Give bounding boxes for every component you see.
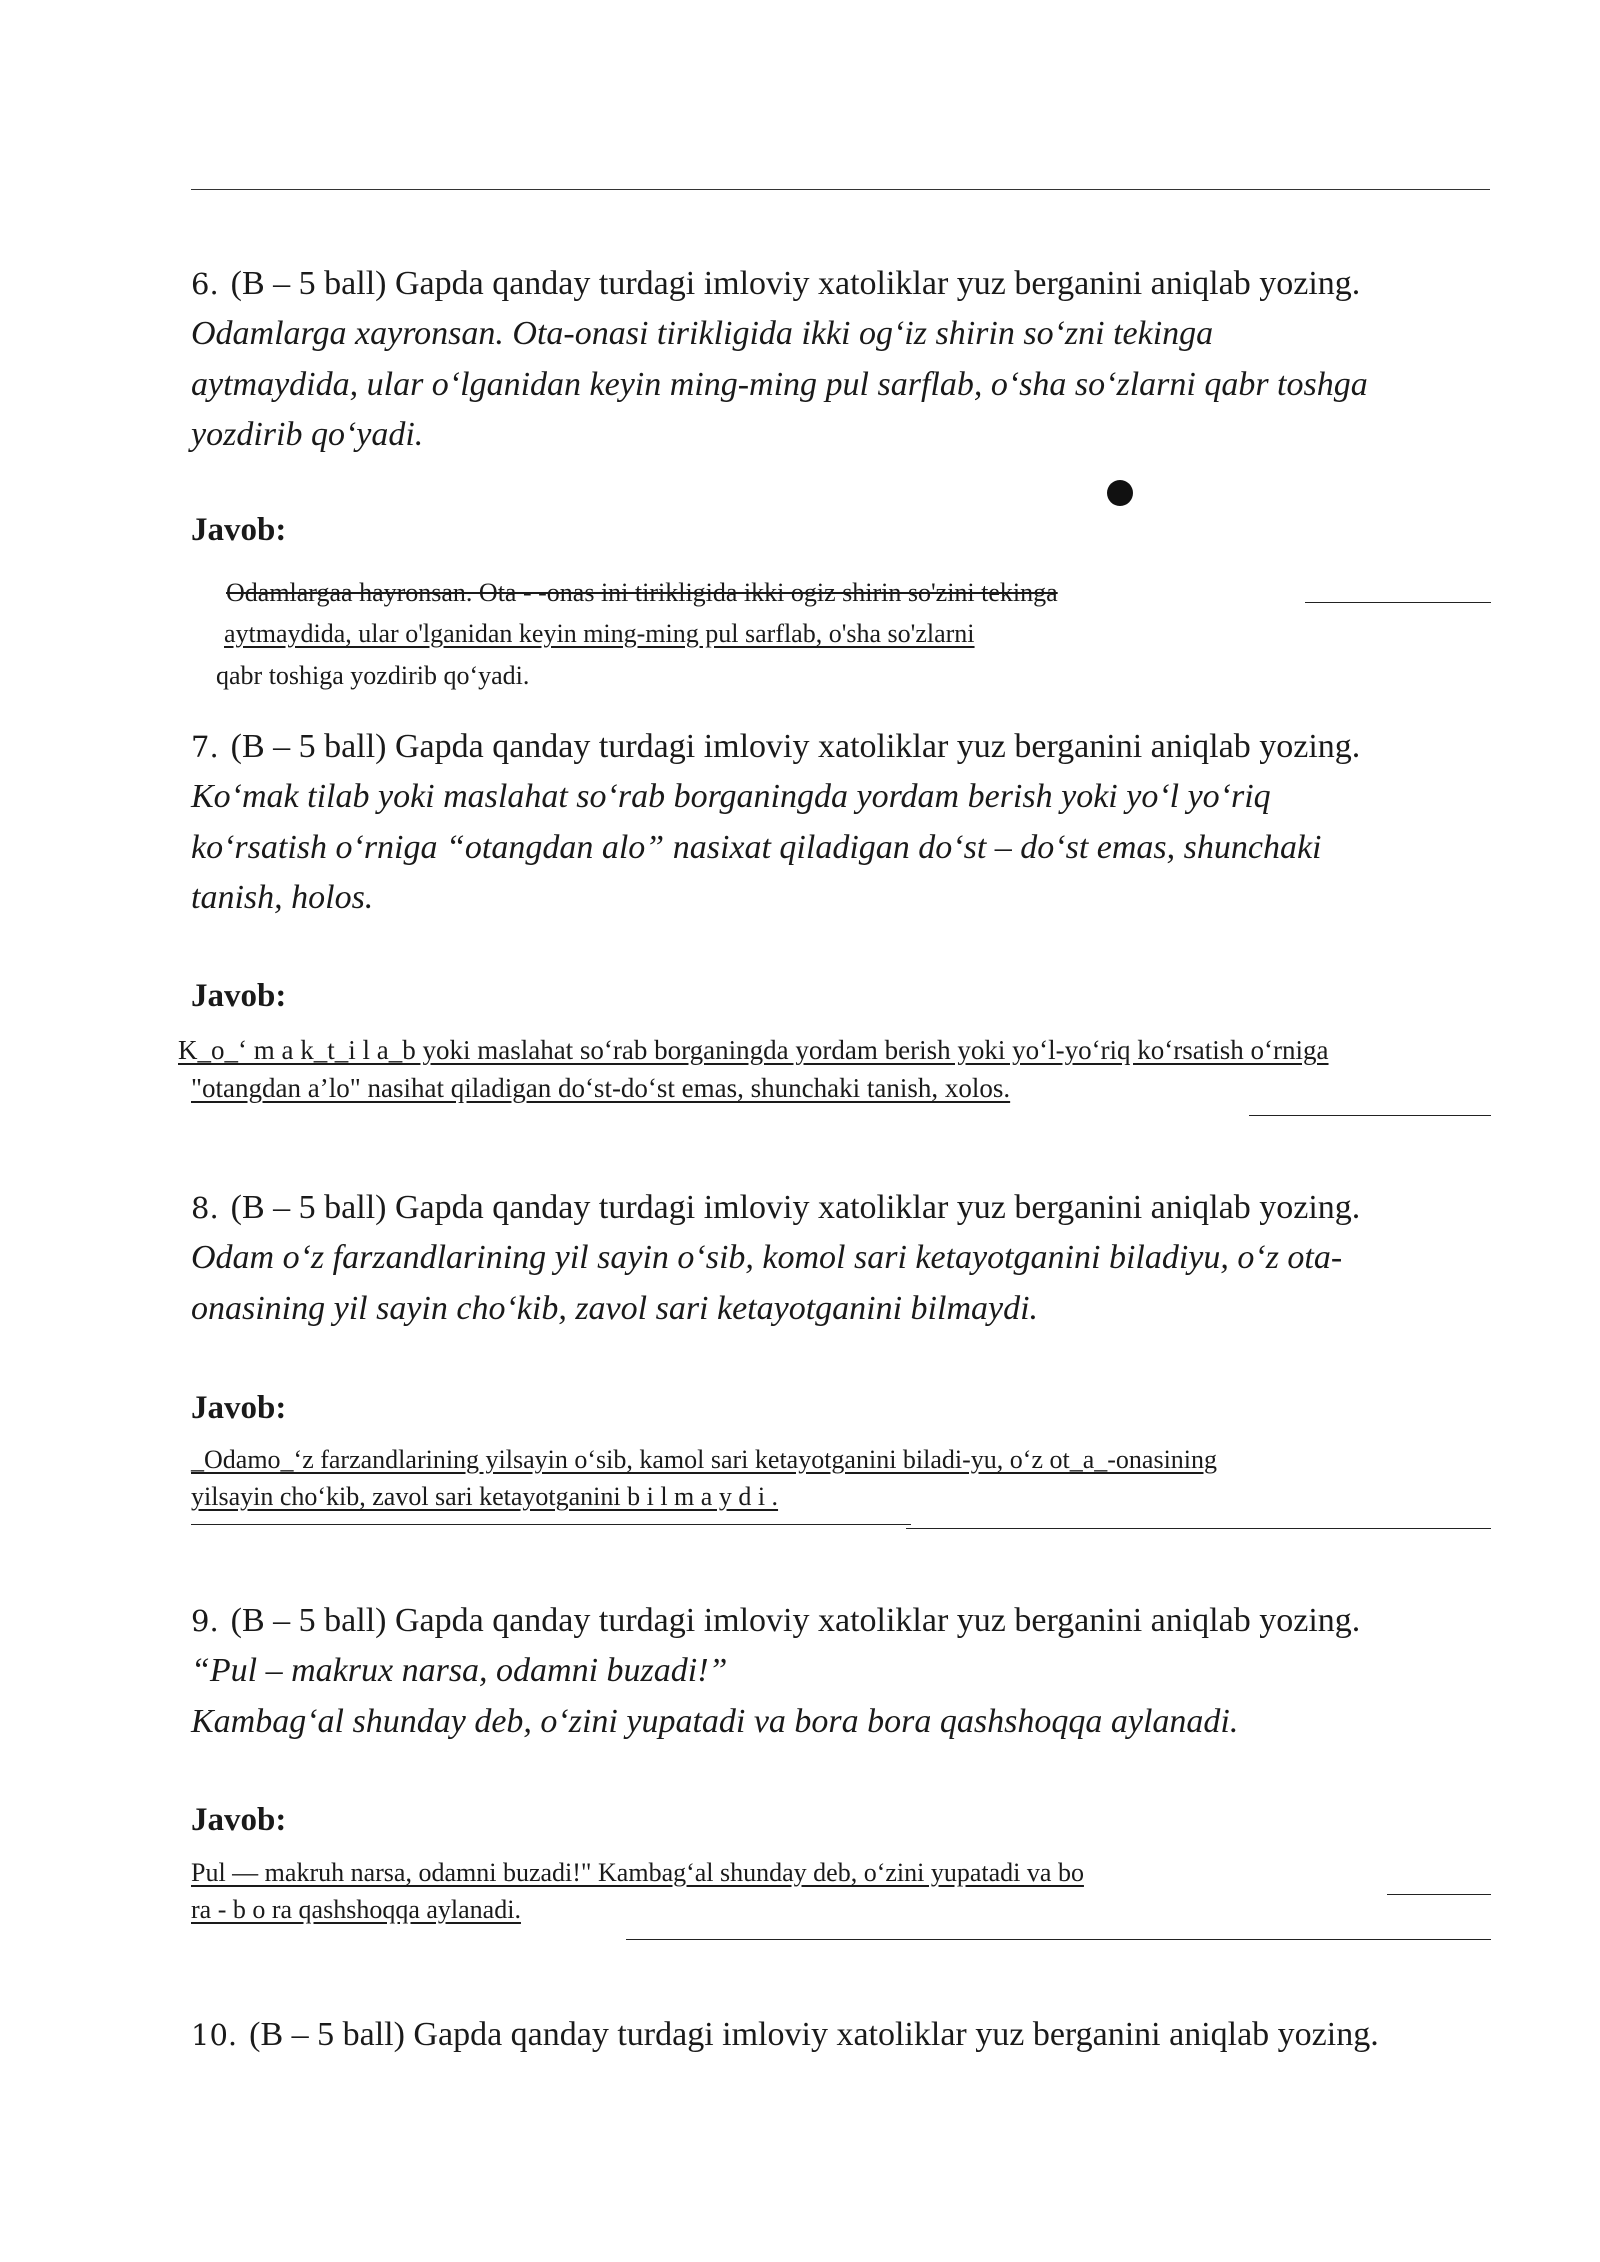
answer-text: Odamlargaa hayronsan. Ota - -onas ini tirikligida ikki ogiz shirin so'zini tekinga <box>226 578 1058 607</box>
answer-line <box>178 1030 1329 1070</box>
answer-line <box>226 573 1058 613</box>
answer-line <box>191 1440 1217 1480</box>
question-text <box>191 1646 1511 1747</box>
answer-blank-line <box>1305 602 1491 603</box>
question-heading: (B – 5 ball) Gapda qanday turdagi imloviy xatoliklar yuz berganini aniqlab yozing. <box>230 1602 1361 1639</box>
question-text-line: Ko‘mak tilab yoki maslahat so‘rab borganingda yordam berish yoki yo‘l yo‘riq <box>191 778 1271 815</box>
question-10 <box>191 2010 1511 2060</box>
question-text <box>191 309 1511 461</box>
answer-text: ra - b o ra qashshoqqa aylanadi. <box>191 1895 521 1924</box>
question-text-line: ko‘rsatish o‘rniga “otangdan alo” nasixat qiladigan do‘st – do‘st emas, shunchaki <box>191 828 1322 866</box>
question-heading: (B – 5 ball) Gapda qanday turdagi imloviy xatoliklar yuz berganini aniqlab yozing. <box>230 728 1361 765</box>
question-text-line: yozdirib qo‘yadi. <box>191 416 424 453</box>
question-text-line: Kambag‘al shunday deb, o‘zini yupatadi va bora bora qashshoqqa aylanadi. <box>191 1702 1239 1740</box>
question-title <box>191 2010 1511 2060</box>
question-text-line: aytmaydida, ular o‘lganidan keyin ming-ming pul sarflab, o‘sha so‘zlarni qabr toshga <box>191 365 1368 403</box>
answer-line <box>191 1890 521 1930</box>
question-number: 7. <box>191 730 219 764</box>
ink-dot <box>1107 480 1133 506</box>
answer-blank-line <box>1249 1115 1491 1116</box>
answer-label: Javob: <box>191 1802 287 1838</box>
answer-text: "otangdan a’lo" nasihat qiladigan do‘st-do‘st emas, shunchaki tanish, xolos. <box>191 1073 1011 1103</box>
answer-label: Javob: <box>191 512 287 548</box>
question-title <box>191 1596 1511 1646</box>
question-9 <box>191 1596 1511 1747</box>
answer-line <box>191 1068 1010 1108</box>
question-number: 6. <box>191 267 219 301</box>
question-number: 10. <box>191 2018 238 2052</box>
answer-text: aytmaydida, ular o'lganidan keyin ming-ming pul sarflab, o'sha so'zlarni <box>224 619 975 648</box>
question-text <box>191 1233 1511 1334</box>
question-text-line: onasining yil sayin cho‘kib, zavol sari ketayotganini bilmaydi. <box>191 1289 1039 1327</box>
answer-text: K_o_‘ m a k_t_i l a_b yoki maslahat so‘rab borganingda yordam berish yoki yo‘l-yo‘riq ko‘rsatish o‘rniga <box>178 1035 1329 1065</box>
question-text <box>191 772 1511 924</box>
question-text-line: tanish, holos. <box>191 879 374 916</box>
question-text-line: Odamlarga xayronsan. Ota-onasi tirikligida ikki og‘iz shirin so‘zni tekinga <box>191 315 1214 352</box>
question-8 <box>191 1183 1511 1334</box>
answer-blank-line <box>1387 1894 1491 1895</box>
question-title <box>191 722 1511 772</box>
answer-line <box>216 656 529 696</box>
question-6 <box>191 259 1511 461</box>
question-heading: (B – 5 ball) Gapda qanday turdagi imloviy xatoliklar yuz berganini aniqlab yozing. <box>230 265 1361 302</box>
question-number: 8. <box>191 1191 219 1225</box>
question-7 <box>191 722 1511 924</box>
question-title <box>191 259 1511 309</box>
question-heading: (B – 5 ball) Gapda qanday turdagi imloviy xatoliklar yuz berganini aniqlab yozing. <box>249 2016 1379 2053</box>
answer-text: Pul — makruh narsa, odamni buzadi!" Kambag‘al shunday deb, o‘zini yupatadi va bo <box>191 1858 1084 1887</box>
question-text-line: Odam o‘z farzandlarining yil sayin o‘sib, komol sari ketayotganini biladiyu, o‘z ota- <box>191 1239 1343 1276</box>
page-top-rule <box>191 189 1490 190</box>
answer-line <box>224 614 975 654</box>
answer-line <box>191 1477 778 1517</box>
answer-blank-line <box>906 1528 1491 1529</box>
answer-text: _Odamo_‘z farzandlarining yilsayin o‘sib, kamol sari ketayotganini biladi-yu, o‘z ot_a_-onasining <box>191 1445 1218 1474</box>
answer-label: Javob: <box>191 1390 287 1426</box>
question-heading: (B – 5 ball) Gapda qanday turdagi imloviy xatoliklar yuz berganini aniqlab yozing. <box>230 1189 1361 1226</box>
answer-blank-line <box>626 1939 1491 1940</box>
question-number: 9. <box>191 1604 219 1638</box>
question-title <box>191 1183 1511 1233</box>
answer-blank-line <box>191 1524 911 1525</box>
answer-text: qabr toshiga yozdirib qo‘yadi. <box>216 661 530 690</box>
answer-text: yilsayin cho‘kib, zavol sari ketayotganini b i l m a y d i . <box>191 1482 779 1511</box>
answer-label: Javob: <box>191 978 287 1014</box>
question-text-line: “Pul – makrux narsa, odamni buzadi!” <box>191 1652 728 1689</box>
answer-line <box>191 1853 1084 1893</box>
